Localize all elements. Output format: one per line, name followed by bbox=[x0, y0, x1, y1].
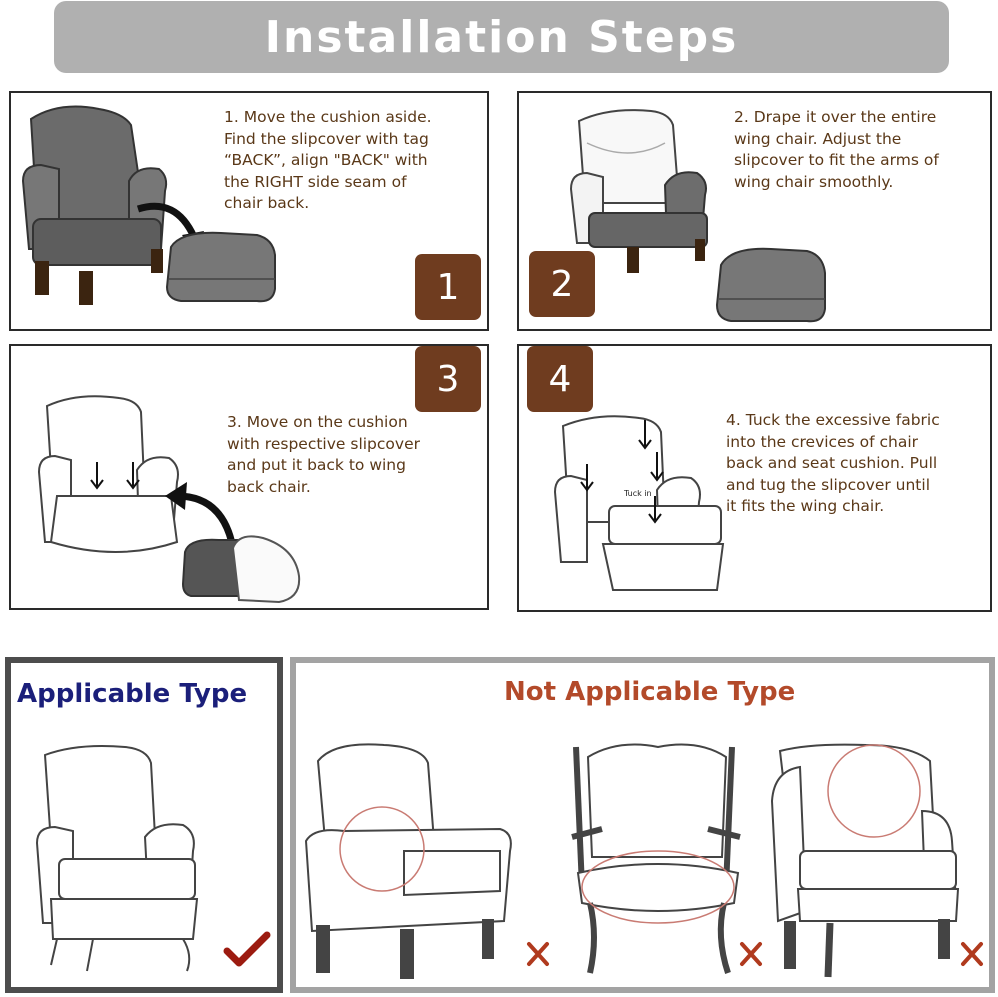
applicable-type-title: Applicable Type bbox=[17, 679, 248, 709]
not-applicable-type-panel bbox=[290, 657, 995, 993]
not-applicable-type-title: Not Applicable Type bbox=[504, 677, 796, 707]
step-4-badge: 4 bbox=[527, 346, 593, 412]
covered-cushion-icon bbox=[179, 528, 309, 608]
step-1-text: 1. Move the cushion aside. Find the slipcover with tag “BACK”, align "BACK" with the RIGHT side seam of chair back. bbox=[224, 108, 432, 212]
banner-title: Installation Steps bbox=[264, 11, 739, 63]
applicable-type-panel bbox=[5, 657, 283, 993]
step-3-panel bbox=[9, 344, 489, 610]
seat-cushion-icon bbox=[711, 243, 831, 328]
wing-chair-icon bbox=[33, 743, 233, 973]
step-4-text: 4. Tuck the excessive fabric into the crevices of chair back and seat cushion. Pull and tug the slipcover until it fits the wing chair. bbox=[726, 411, 940, 515]
cross-mark-icon bbox=[960, 941, 984, 967]
step-1-panel bbox=[9, 91, 489, 331]
step-3-badge: 3 bbox=[415, 346, 481, 412]
rolled-arm-chair-icon bbox=[304, 741, 524, 981]
square-arm-chair-icon bbox=[770, 741, 970, 981]
title-banner bbox=[54, 1, 949, 73]
tuck-in-label: Tuck in bbox=[624, 489, 652, 498]
cross-mark-icon bbox=[526, 941, 550, 967]
draped-wing-chair-icon bbox=[569, 103, 729, 278]
step-3-text: 3. Move on the cushion with respective slipcover and put it back to wing back chair. bbox=[227, 413, 420, 496]
check-mark-icon bbox=[225, 931, 269, 967]
step-2-badge: 2 bbox=[529, 251, 595, 317]
outline-wing-chair-icon bbox=[553, 412, 733, 597]
step-1-badge: 1 bbox=[415, 254, 481, 320]
seat-cushion-icon bbox=[161, 227, 281, 307]
cross-mark-icon bbox=[739, 941, 763, 967]
carved-wing-chair-icon bbox=[568, 737, 748, 982]
step-4-panel bbox=[517, 344, 992, 612]
step-2-panel bbox=[517, 91, 992, 331]
step-2-text: 2. Drape it over the entire wing chair. Adjust the slipcover to fit the arms of wing chair smoothly. bbox=[734, 108, 939, 191]
